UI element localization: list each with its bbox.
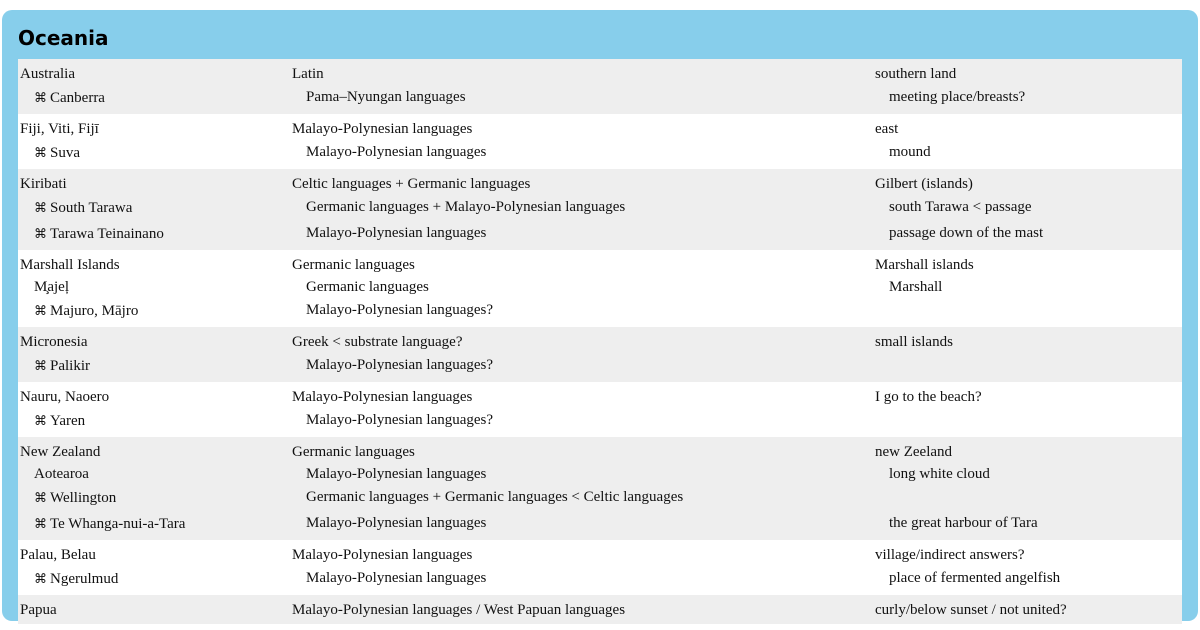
origin-language-cell: Greek < substrate language? [292,334,463,350]
origin-language-cell: Malayo-Polynesian languages? [306,302,494,318]
table-line [18,441,1182,463]
meaning-cell: long white cloud [889,466,990,482]
name-cell [18,331,290,353]
capital-icon: ⌘ [34,358,47,373]
table-line [18,599,1182,621]
meaning-cell: meeting place/breasts? [889,89,1026,105]
name-text: New Zealand [20,444,101,460]
capital-name-cell [18,408,290,434]
meaning-cell: new Zeeland [875,444,953,460]
name-text: Nauru, Naoero [20,389,110,405]
capital-name-cell [18,221,290,247]
meaning-cell: passage down of the mast [889,225,1044,241]
name-text: Marshall Islands [20,257,120,273]
origin-language-cell: Pama–Nyungan languages [306,89,466,105]
origin-language-cell: Germanic languages + Malayo-Polynesian languages [306,199,626,215]
meaning-cell [873,408,1182,434]
table-line [18,140,1182,166]
name-text: Australia [20,66,75,82]
name-cell [18,276,290,298]
origin-language-cell: Germanic languages + Germanic languages < Celtic languages [306,489,684,505]
origin-language-cell: Malayo-Polynesian languages [306,515,487,531]
meaning-cell: I go to the beach? [875,389,982,405]
capital-icon: ⌘ [34,226,47,241]
meaning-cell: the great harbour of Tara [889,515,1038,531]
country-row [18,595,1182,624]
origin-language-cell: Malayo-Polynesian languages? [306,412,494,428]
capital-icon: ⌘ [34,145,47,160]
meaning-cell: mound [889,144,931,160]
name-text: Aotearoa [34,466,89,482]
meaning-cell: small islands [875,334,953,350]
meaning-cell [873,485,1182,511]
capital-icon: ⌘ [34,303,47,318]
origin-language-cell: Malayo-Polynesian languages? [306,357,494,373]
name-text: Tarawa Teinainano [50,226,164,242]
table-line [18,221,1182,247]
table-line [18,63,1182,85]
origin-language-cell: Malayo-Polynesian languages [306,570,487,586]
panel-title: Oceania [18,26,109,50]
capital-name-cell [18,485,290,511]
name-text: Palikir [50,358,90,374]
table-line [18,386,1182,408]
capital-name-cell [18,140,290,166]
etymology-table [18,59,1182,624]
capital-name-cell [18,511,290,537]
table-line [18,566,1182,592]
table-line [18,173,1182,195]
origin-language-cell: Malayo-Polynesian languages [306,225,487,241]
meaning-cell: village/indirect answers? [875,547,1025,563]
name-text: Papua [20,602,57,618]
table-line [18,511,1182,537]
table-line [18,298,1182,324]
origin-language-cell: Latin [292,66,324,82]
name-cell [18,118,290,140]
name-cell [18,441,290,463]
name-text: South Tarawa [50,200,133,216]
meaning-cell: Marshall islands [875,257,974,273]
table-line [18,85,1182,111]
capital-name-cell [18,195,290,221]
meaning-cell [873,353,1182,379]
table-line [18,118,1182,140]
table-line [18,463,1182,485]
meaning-cell: curly/below sunset / not united? [875,602,1067,618]
capital-icon: ⌘ [34,90,47,105]
capital-icon: ⌘ [34,413,47,428]
country-row [18,327,1182,382]
country-row [18,382,1182,437]
origin-language-cell: Celtic languages + Germanic languages [292,176,531,192]
capital-icon: ⌘ [34,571,47,586]
meaning-cell: place of fermented angelfish [889,570,1061,586]
capital-icon: ⌘ [34,200,47,215]
name-text: Kiribati [20,176,67,192]
table-line [18,353,1182,379]
capital-name-cell [18,298,290,324]
name-cell [18,544,290,566]
meaning-cell: south Tarawa < passage [889,199,1032,215]
country-row [18,540,1182,595]
name-cell [18,63,290,85]
capital-name-cell [18,566,290,592]
country-row [18,114,1182,169]
name-cell [18,386,290,408]
table-line [18,195,1182,221]
name-text: Canberra [50,90,105,106]
meaning-cell: Marshall [889,279,943,295]
name-text: Suva [50,145,80,161]
country-row [18,437,1182,540]
name-text: Wellington [50,490,117,506]
origin-language-cell: Germanic languages [292,444,415,460]
name-text: M̧ajeļ [34,279,69,295]
name-cell [18,173,290,195]
table-line [18,408,1182,434]
meaning-cell [873,298,1182,324]
country-row [18,250,1182,327]
capital-icon: ⌘ [34,516,47,531]
name-cell [18,254,290,276]
origin-language-cell: Malayo-Polynesian languages [292,121,473,137]
table-line [18,254,1182,276]
name-cell [18,599,290,621]
origin-language-cell: Malayo-Polynesian languages [292,547,473,563]
origin-language-cell: Malayo-Polynesian languages [306,144,487,160]
country-row [18,59,1182,114]
capital-name-cell [18,353,290,379]
meaning-cell: east [875,121,899,137]
capital-icon: ⌘ [34,490,47,505]
table-line [18,544,1182,566]
meaning-cell: Gilbert (islands) [875,176,973,192]
origin-language-cell: Malayo-Polynesian languages [306,466,487,482]
name-text: Majuro, Mājro [50,303,139,319]
table-line [18,331,1182,353]
meaning-cell: southern land [875,66,957,82]
origin-language-cell: Germanic languages [306,279,429,295]
name-text: Palau, Belau [20,547,96,563]
origin-language-cell: Germanic languages [292,257,415,273]
name-text: Fiji, Viti, Fijī [20,121,99,137]
table-line [18,485,1182,511]
table-line [18,276,1182,298]
name-text: Te Whanga-nui-a-Tara [50,516,186,532]
name-text: Micronesia [20,334,88,350]
capital-name-cell [18,85,290,111]
country-row [18,169,1182,250]
origin-language-cell: Malayo-Polynesian languages [292,389,473,405]
name-text: Yaren [50,413,86,429]
name-cell [18,463,290,485]
origin-language-cell: Malayo-Polynesian languages / West Papuan languages [292,602,626,618]
name-text: Ngerulmud [50,571,119,587]
